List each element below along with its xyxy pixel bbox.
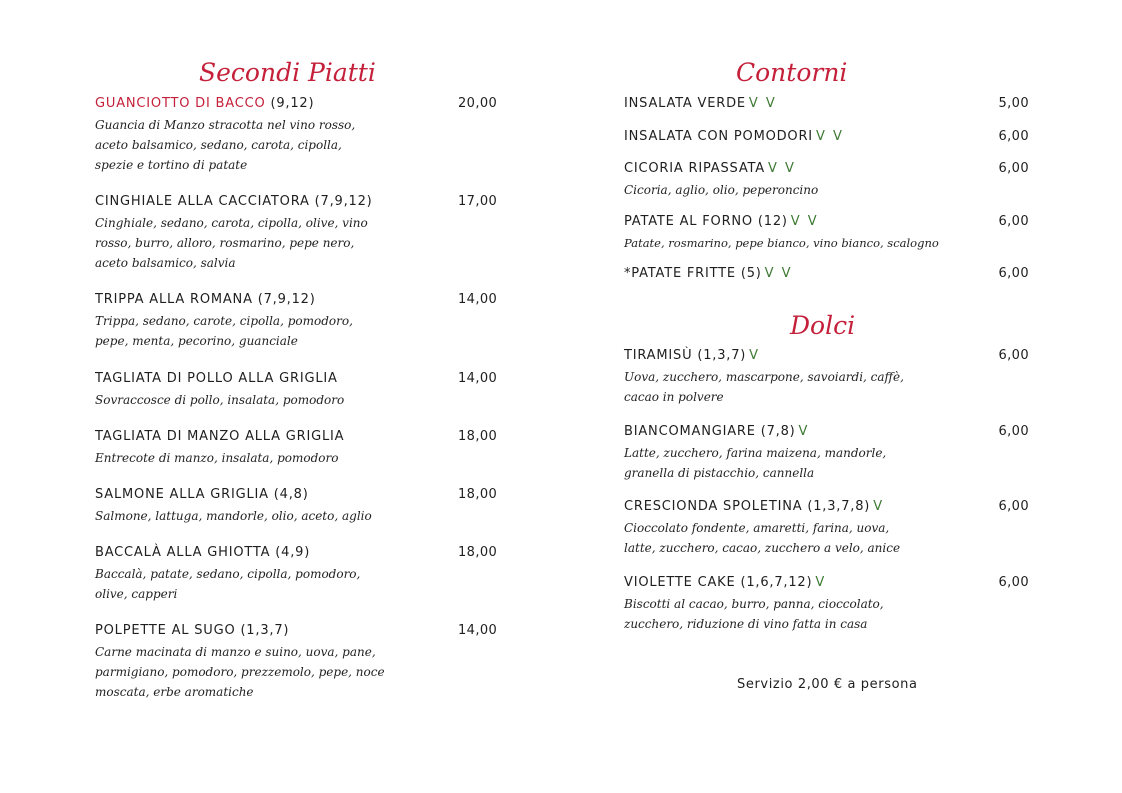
- menu-item: [95, 95, 505, 175]
- item-price: 6,00: [998, 424, 1029, 439]
- item-description: Salmone, lattuga, mandorle, olio, aceto, aglio: [95, 509, 372, 523]
- item-name: PATATE AL FORNO (12): [624, 214, 788, 229]
- menu-item: [95, 370, 505, 410]
- item-description: Entrecote di manzo, insalata, pomodoro: [95, 451, 339, 465]
- menu-item: [95, 622, 505, 702]
- item-description: Patate, rosmarino, pepe bianco, vino bianco, scalogno: [624, 236, 939, 250]
- menu-item: [95, 291, 505, 351]
- vegetarian-mark: V V: [764, 266, 793, 281]
- item-name: TIRAMISÙ (1,3,7): [624, 348, 747, 363]
- menu-item: [624, 347, 1034, 407]
- vegetarian-mark: V V: [748, 96, 777, 111]
- secondi-title: Secondi Piatti: [199, 58, 376, 87]
- item-price: 6,00: [998, 266, 1029, 281]
- item-price: 6,00: [998, 214, 1029, 229]
- item-description: Carne macinata di manzo e suino, uova, pane, parmigiano, pomodoro, prezzemolo, pepe, noce moscata, erbe aromatiche: [95, 645, 385, 699]
- menu-item: [624, 265, 1034, 283]
- item-name: POLPETTE AL SUGO (1,3,7): [95, 623, 290, 638]
- item-price: 6,00: [998, 348, 1029, 363]
- item-price: 6,00: [998, 161, 1029, 176]
- item-price: 20,00: [458, 96, 498, 111]
- item-price: 14,00: [458, 371, 498, 386]
- item-price: 6,00: [998, 575, 1029, 590]
- item-name: CRESCIONDA SPOLETINA (1,3,7,8): [624, 499, 871, 514]
- item-description: Guancia di Manzo stracotta nel vino rosso, aceto balsamico, sedano, carota, cipolla, spezie e tortino di patate: [95, 118, 356, 172]
- item-name: CICORIA RIPASSATA: [624, 161, 765, 176]
- item-price: 18,00: [458, 429, 498, 444]
- item-name: BACCALÀ ALLA GHIOTTA (4,9): [95, 545, 311, 560]
- item-description: Latte, zucchero, farina maizena, mandorle, granella di pistacchio, cannella: [624, 446, 887, 480]
- menu-item: [624, 423, 1034, 483]
- item-name: BIANCOMANGIARE (7,8): [624, 424, 796, 439]
- item-name: INSALATA CON POMODORI: [624, 129, 813, 144]
- item-name: GUANCIOTTO DI BACCO: [95, 96, 266, 111]
- item-price: 18,00: [458, 487, 498, 502]
- item-description: Cicoria, aglio, olio, peperoncino: [624, 183, 819, 197]
- item-description: Cioccolato fondente, amaretti, farina, uova, latte, zucchero, cacao, zucchero a velo, anice: [624, 521, 901, 555]
- item-price: 5,00: [998, 96, 1029, 111]
- item-price: 17,00: [458, 194, 498, 209]
- dolci-title: Dolci: [790, 311, 856, 340]
- vegetarian-mark: V: [815, 575, 827, 590]
- menu-item: [624, 95, 1034, 113]
- item-name: SALMONE ALLA GRIGLIA (4,8): [95, 487, 309, 502]
- item-description: Cinghiale, sedano, carota, cipolla, olive, vino rosso, burro, alloro, rosmarino, pepe nero, aceto balsamico, salvia: [95, 216, 368, 270]
- menu-item: [95, 193, 505, 273]
- item-name: TRIPPA ALLA ROMANA (7,9,12): [95, 292, 316, 307]
- item-description: Trippa, sedano, carote, cipolla, pomodoro, pepe, menta, pecorino, guanciale: [95, 314, 353, 348]
- vegetarian-mark: V: [749, 348, 761, 363]
- item-price: 6,00: [998, 129, 1029, 144]
- item-description: Uova, zucchero, mascarpone, savoiardi, caffè, cacao in polvere: [624, 370, 904, 404]
- item-name: TAGLIATA DI POLLO ALLA GRIGLIA: [95, 371, 338, 386]
- menu-item: [624, 160, 1034, 200]
- menu-item: [95, 544, 505, 604]
- vegetarian-mark: V V: [790, 214, 819, 229]
- vegetarian-mark: V: [798, 424, 810, 439]
- menu-item: [624, 574, 1034, 634]
- item-price: 14,00: [458, 292, 498, 307]
- menu-item: [624, 498, 1034, 558]
- item-name: TAGLIATA DI MANZO ALLA GRIGLIA: [95, 429, 345, 444]
- menu-item: [95, 428, 505, 468]
- vegetarian-mark: V V: [767, 161, 796, 176]
- item-name: *PATATE FRITTE (5): [624, 266, 762, 281]
- item-name: CINGHIALE ALLA CACCIATORA (7,9,12): [95, 194, 373, 209]
- vegetarian-mark: V V: [815, 129, 844, 144]
- item-name: VIOLETTE CAKE (1,6,7,12): [624, 575, 813, 590]
- contorni-title: Contorni: [736, 58, 848, 87]
- item-description: Biscotti al cacao, burro, panna, cioccolato, zucchero, riduzione di vino fatta in casa: [624, 597, 884, 631]
- item-price: 14,00: [458, 623, 498, 638]
- menu-item: [95, 486, 505, 526]
- item-price: 6,00: [998, 499, 1029, 514]
- item-price: 18,00: [458, 545, 498, 560]
- item-description: Baccalà, patate, sedano, cipolla, pomodoro, olive, capperi: [95, 567, 361, 601]
- vegetarian-mark: V: [873, 499, 885, 514]
- menu-item: [624, 128, 1034, 146]
- item-allergens: (9,12): [265, 96, 315, 111]
- item-description: Sovraccosce di pollo, insalata, pomodoro: [95, 393, 345, 407]
- service-charge-note: Servizio 2,00 € a persona: [737, 677, 918, 692]
- menu-item: [624, 213, 1034, 253]
- item-name: INSALATA VERDE: [624, 96, 746, 111]
